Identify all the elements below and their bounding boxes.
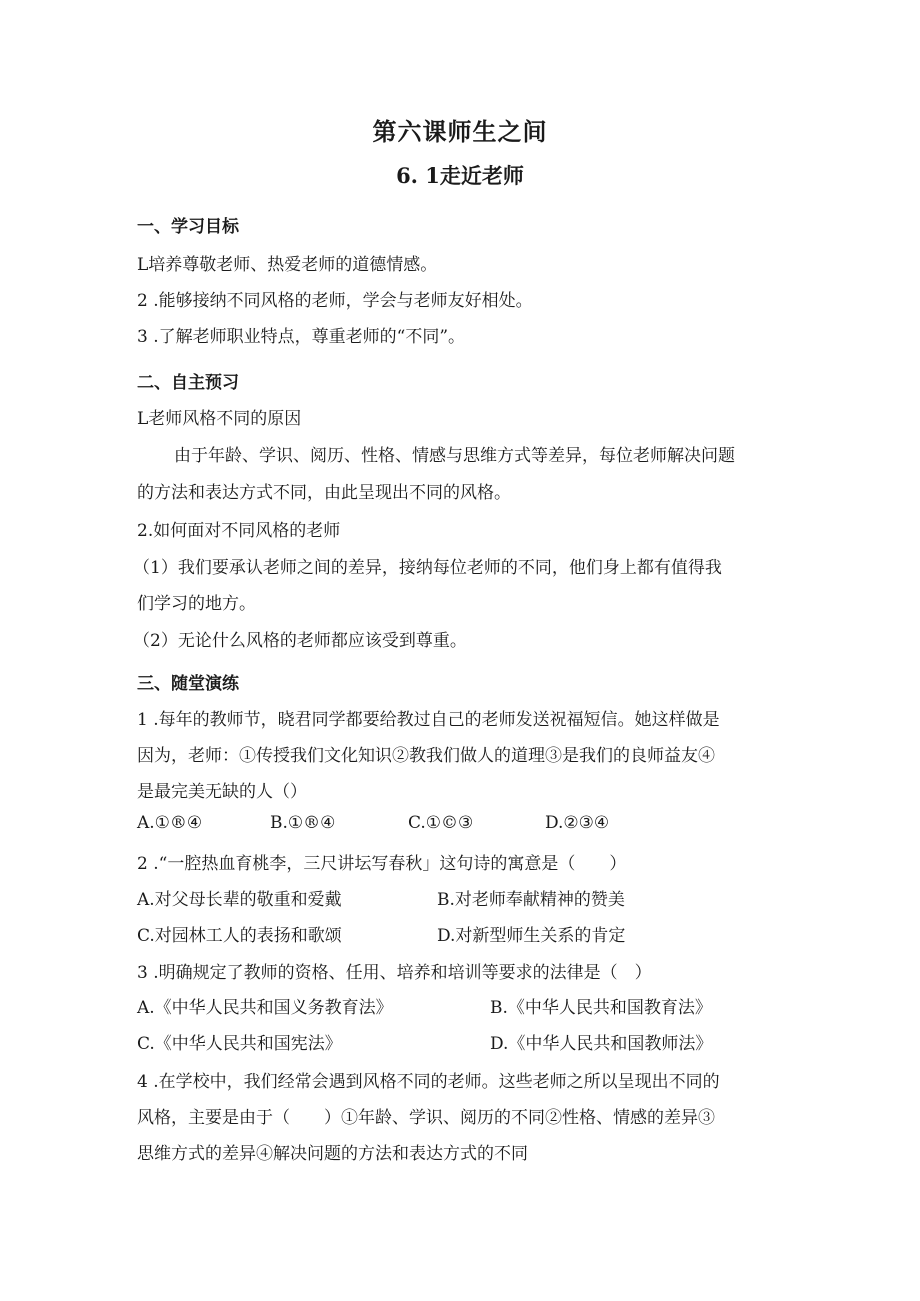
question-3-option-a: A.《中华人民共和国义务教育法》 (137, 998, 393, 1018)
question-1-line: 因为，老师：①传授我们文化知识②教我们做人的道理③是我们的良师益友④ (137, 746, 715, 766)
goal-item: 2 .能够接纳不同风格的老师，学会与老师友好相处。 (137, 291, 533, 311)
preview-paragraph-line: 由于年龄、学识、阅历、性格、情感与思维方式等差异，每位老师解决问题 (174, 446, 735, 466)
question-4-line: 风格，主要是由于（ ）①年龄、学识、阅历的不同②性格、情感的差异③ (137, 1108, 715, 1128)
question-1-option-d: D.②③④ (545, 813, 610, 833)
question-2-stem: 2 .“一腔热血育桃李，三尺讲坛写春秋」这句诗的寓意是（ ） (137, 854, 627, 874)
preview-item-title: 2.如何面对不同风格的老师 (137, 521, 341, 541)
preview-paragraph-line: （2）无论什么风格的老师都应该受到尊重。 (133, 631, 467, 651)
question-4-line: 4 .在学校中，我们经常会遇到风格不同的老师。这些老师之所以呈现出不同的 (137, 1072, 720, 1092)
question-2-option-c: C.对园林工人的表扬和歌颂 (137, 926, 342, 946)
section-heading-preview: 二、自主预习 (137, 373, 239, 393)
question-1-option-c: C.①©③ (408, 813, 474, 833)
question-2-option-d: D.对新型师生关系的肯定 (437, 926, 626, 946)
question-3-option-d: D.《中华人民共和国教师法》 (490, 1034, 713, 1054)
question-1-line: 1 .每年的教师节，晓君同学都要给教过自己的老师发送祝福短信。她这样做是 (137, 710, 720, 730)
page-title: 第六课师生之间 (372, 117, 548, 146)
question-4-line: 思维方式的差异④解决问题的方法和表达方式的不同 (137, 1144, 528, 1164)
question-3-option-c: C.《中华人民共和国宪法》 (137, 1034, 342, 1054)
question-1-line: 是最完美无缺的人（） (137, 782, 307, 802)
preview-item-title: L老师风格不同的原因 (137, 409, 302, 429)
preview-paragraph-line: 的方法和表达方式不同，由此呈现出不同的风格。 (137, 483, 511, 503)
goal-item: L培养尊敬老师、热爱老师的道德情感。 (137, 255, 438, 275)
question-2-option-b: B.对老师奉献精神的赞美 (437, 890, 625, 910)
question-3-option-b: B.《中华人民共和国教育法》 (490, 998, 712, 1018)
section-heading-practice: 三、随堂演练 (137, 674, 239, 694)
question-1-option-b: B.①®④ (270, 813, 336, 833)
section-heading-goals: 一、学习目标 (137, 217, 239, 237)
preview-paragraph-line: （1）我们要承认老师之间的差异，接纳每位老师的不同，他们身上都有值得我 (133, 558, 722, 578)
goal-item: 3 .了解老师职业特点，尊重老师的“不同”。 (137, 327, 466, 347)
question-3-stem: 3 .明确规定了教师的资格、任用、培养和培训等要求的法律是（ ） (137, 963, 652, 983)
preview-paragraph-line: 们学习的地方。 (137, 594, 256, 614)
question-1-option-a: A.①®④ (137, 813, 203, 833)
question-2-option-a: A.对父母长辈的敬重和爱戴 (137, 890, 342, 910)
page-subtitle: 6. 1走近老师 (396, 163, 524, 188)
